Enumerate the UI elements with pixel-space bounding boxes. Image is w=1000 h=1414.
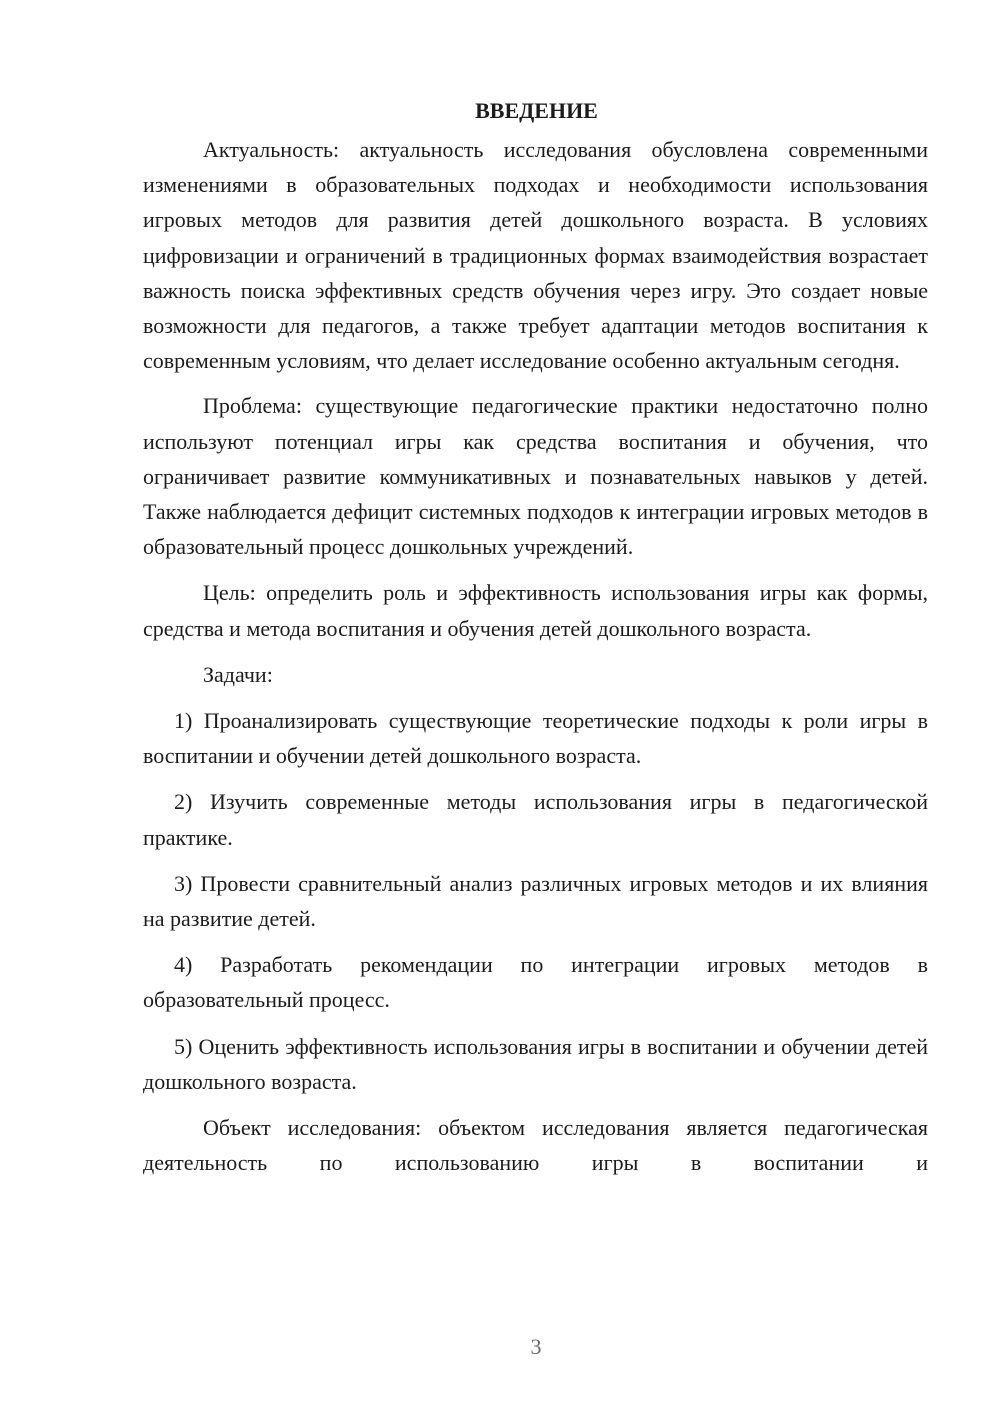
task-item: 2) Изучить современные методы использования игры в педагогической практике. [143,789,928,850]
section-heading: ВВЕДЕНИЕ [475,98,598,123]
page-content [143,93,928,1180]
goal-paragraph: Цель: определить роль и эффективность использования игры как формы, средства и метода воспитания и обучения детей дошкольного возраста. [143,580,928,641]
object-paragraph: Объект исследования: объектом исследования является педагогическая деятельность по использованию игры в воспитании и [143,1115,928,1176]
task-item: 3) Провести сравнительный анализ различных игровых методов и их влияния на развитие детей. [143,870,928,932]
problem-paragraph: Проблема: существующие педагогические практики недостаточно полно используют потенциал игры как средства воспитания и обучения, что ограничивает развитие коммуникативных и познавательных навыков у детей. Также наблюдается дефицит системных подходов к интеграции игровых методов в образовательный процесс дошкольных учреждений. [143,393,928,560]
task-item: 5) Оценить эффективность использования игры в воспитании и обучении детей дошкольного возраста. [143,1033,928,1094]
relevance-paragraph: Актуальность: актуальность исследования обусловлена современными изменениями в образовательных подходах и необходимости использования игровых методов для развития детей дошкольного возраста. В условиях цифровизации и ограничений в традиционных формах взаимодействия возрастает важность поиска эффективных средств обучения через игру. Это создает новые возможности для педагогов, а также требует адаптации методов воспитания к современным условиям, что делает исследование особенно актуальным сегодня. [143,137,928,374]
task-item: 4) Разработать рекомендации по интеграции игровых методов в образовательный процесс. [143,952,928,1013]
tasks-heading: Задачи: [203,661,273,687]
page-number: 3 [530,1334,542,1359]
task-item: 1) Проанализировать существующие теоретические подходы к роли игры в воспитании и обучении детей дошкольного возраста. [143,708,928,769]
